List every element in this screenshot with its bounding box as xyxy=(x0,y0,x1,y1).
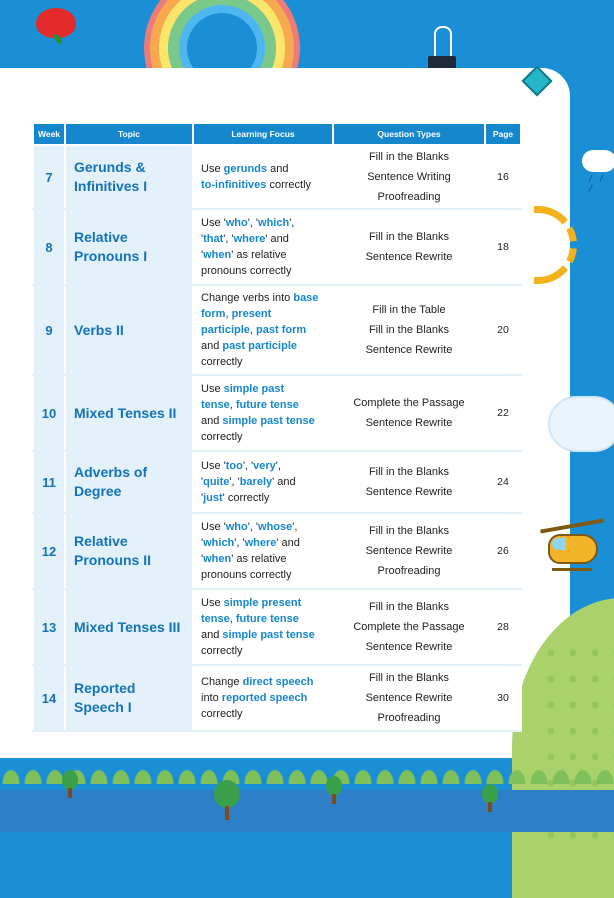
learning-focus-cell xyxy=(193,451,333,513)
header-topic: Topic xyxy=(65,123,193,145)
question-types-cell xyxy=(333,665,485,731)
week-number: 9 xyxy=(33,285,65,375)
table-row xyxy=(33,285,521,375)
table-row xyxy=(33,145,521,209)
topic-cell xyxy=(65,513,193,589)
focus-text: Change verbs into xyxy=(201,292,294,304)
table-header-row xyxy=(33,123,521,145)
binder-clip-icon xyxy=(428,26,456,74)
question-types-cell xyxy=(333,209,485,285)
topic-cell xyxy=(65,451,193,513)
focus-text: correctly xyxy=(201,356,243,368)
focus-text: ' xyxy=(201,492,204,504)
focus-keyword: too xyxy=(225,460,243,472)
question-type: Sentence Rewrite xyxy=(365,692,453,704)
focus-keyword: that xyxy=(203,233,224,245)
focus-keyword: who xyxy=(225,521,248,533)
table-row xyxy=(33,209,521,285)
rain-cloud-icon xyxy=(582,150,614,172)
contents-table xyxy=(32,122,522,732)
week-number: 8 xyxy=(33,209,65,285)
focus-text: ', xyxy=(292,521,298,533)
question-type: Sentence Rewrite xyxy=(365,486,453,498)
question-types-cell xyxy=(333,589,485,665)
focus-text: , xyxy=(225,308,232,320)
focus-text: Use xyxy=(201,597,224,609)
topic-cell xyxy=(65,209,193,285)
focus-text: ', ' xyxy=(229,476,240,488)
tree-trunk xyxy=(225,806,229,820)
focus-keyword: simple past tense xyxy=(222,415,315,427)
focus-text: and xyxy=(201,629,223,641)
focus-keyword: form xyxy=(201,308,226,320)
focus-text: ' and xyxy=(265,233,289,245)
question-types-cell xyxy=(333,145,485,209)
week-number: 13 xyxy=(33,589,65,665)
question-type: Sentence Writing xyxy=(367,171,451,183)
question-type: Fill in the Blanks xyxy=(368,601,450,613)
focus-text: , xyxy=(229,613,236,625)
page-number: 28 xyxy=(485,589,521,665)
header-week: Week xyxy=(33,123,65,145)
focus-text: into xyxy=(201,692,222,704)
focus-keyword: gerunds xyxy=(223,163,268,175)
focus-text: and xyxy=(201,340,223,352)
question-type: Sentence Rewrite xyxy=(365,641,453,653)
focus-keyword: participle xyxy=(201,324,250,336)
topic-line: Pronouns I xyxy=(74,248,148,264)
tree-trunk xyxy=(68,788,72,798)
focus-keyword: base xyxy=(293,292,319,304)
topic-line: Mixed Tenses III xyxy=(74,618,181,635)
question-type: Complete the Passage xyxy=(353,621,465,633)
tree-icon xyxy=(482,784,498,804)
tiger-tail-icon xyxy=(534,206,577,284)
page-number: 30 xyxy=(485,665,521,731)
focus-text: Use xyxy=(201,383,224,395)
topic-cell xyxy=(65,375,193,451)
focus-keyword: tense xyxy=(201,399,230,411)
learning-focus-cell xyxy=(193,375,333,451)
topic-line: Mixed Tenses II xyxy=(74,404,177,421)
focus-text: Use xyxy=(201,163,224,175)
learning-focus-cell xyxy=(193,665,333,731)
page-number: 20 xyxy=(485,285,521,375)
focus-keyword: barely xyxy=(239,476,273,488)
focus-keyword: where xyxy=(244,537,277,549)
question-type: Fill in the Blanks xyxy=(368,151,450,163)
week-number: 7 xyxy=(33,145,65,209)
focus-text: correctly xyxy=(201,645,243,657)
question-type: Fill in the Blanks xyxy=(368,231,450,243)
focus-text: ' as relative xyxy=(231,553,287,565)
focus-keyword: when xyxy=(203,553,232,565)
question-type: Fill in the Blanks xyxy=(368,672,450,684)
focus-text: correctly xyxy=(201,431,243,443)
question-type: Fill in the Blanks xyxy=(368,525,450,537)
question-type: Sentence Rewrite xyxy=(365,344,453,356)
week-number: 14 xyxy=(33,665,65,731)
rain-icon: / / / xyxy=(588,174,605,194)
table-row xyxy=(33,589,521,665)
focus-text: ', ' xyxy=(242,460,254,472)
question-type: Complete the Passage xyxy=(353,397,465,409)
focus-keyword: where xyxy=(233,233,266,245)
header-learning-focus: Learning Focus xyxy=(193,123,333,145)
question-type: Fill in the Blanks xyxy=(368,324,450,336)
question-types-cell xyxy=(333,513,485,589)
focus-text: ' xyxy=(201,233,204,245)
focus-text: Change xyxy=(201,676,243,688)
focus-text: and xyxy=(267,163,289,175)
header-page: Page xyxy=(485,123,521,145)
focus-text: ' and xyxy=(276,537,300,549)
focus-text: Use ' xyxy=(201,521,226,533)
focus-text: Use ' xyxy=(201,217,226,229)
table-row xyxy=(33,665,521,731)
question-type: Fill in the Table xyxy=(372,304,446,316)
focus-keyword: tense xyxy=(201,613,230,625)
focus-text: ' xyxy=(201,249,204,261)
focus-text: ', xyxy=(275,460,281,472)
tree-icon xyxy=(326,776,342,796)
week-number: 11 xyxy=(33,451,65,513)
topic-line: Degree xyxy=(74,483,122,499)
question-type: Sentence Rewrite xyxy=(365,417,453,429)
topic-line: Relative xyxy=(74,229,128,245)
focus-text: and xyxy=(201,415,223,427)
focus-keyword: future tense xyxy=(235,399,299,411)
focus-text: correctly xyxy=(201,708,243,720)
focus-text: pronouns correctly xyxy=(201,265,292,277)
focus-text: pronouns correctly xyxy=(201,569,292,581)
table-row xyxy=(33,375,521,451)
focus-text: ', ' xyxy=(247,521,259,533)
learning-focus-cell xyxy=(193,513,333,589)
focus-keyword: reported speech xyxy=(221,692,308,704)
water-strip xyxy=(0,790,614,832)
focus-keyword: just xyxy=(203,492,223,504)
question-types-cell xyxy=(333,375,485,451)
focus-keyword: whose xyxy=(258,521,293,533)
focus-text: ' xyxy=(201,537,204,549)
topic-line: Reported xyxy=(74,680,136,696)
focus-text: ' as relative xyxy=(231,249,287,261)
focus-text: ', xyxy=(289,217,295,229)
focus-keyword: very xyxy=(253,460,276,472)
tree-trunk xyxy=(488,802,492,812)
question-type: Proofreading xyxy=(377,712,441,724)
topic-line: Adverbs of xyxy=(74,464,148,480)
focus-text: , xyxy=(229,399,236,411)
topic-line: Infinitives I xyxy=(74,178,148,194)
topic-cell xyxy=(65,589,193,665)
focus-keyword: past participle xyxy=(222,340,297,352)
focus-keyword: who xyxy=(225,217,248,229)
focus-text: Use ' xyxy=(201,460,226,472)
learning-focus-cell xyxy=(193,145,333,209)
question-type: Sentence Rewrite xyxy=(365,251,453,263)
focus-text: ', ' xyxy=(223,233,234,245)
focus-keyword: future tense xyxy=(235,613,299,625)
cloud-icon xyxy=(548,396,614,452)
focus-text: ' xyxy=(201,476,204,488)
focus-keyword: quite xyxy=(203,476,230,488)
page-number: 18 xyxy=(485,209,521,285)
question-type: Fill in the Blanks xyxy=(368,466,450,478)
grass-strip xyxy=(0,766,614,784)
question-type: Proofreading xyxy=(377,565,441,577)
week-number: 12 xyxy=(33,513,65,589)
week-number: 10 xyxy=(33,375,65,451)
table-row xyxy=(33,451,521,513)
focus-text: ' and xyxy=(272,476,296,488)
focus-text: , xyxy=(249,324,257,336)
question-types-cell xyxy=(333,451,485,513)
topic-line: Speech I xyxy=(74,699,132,715)
focus-text: ', ' xyxy=(247,217,259,229)
page-number: 26 xyxy=(485,513,521,589)
tree-icon xyxy=(62,770,78,790)
topic-line: Gerunds & xyxy=(74,159,146,175)
focus-text: correctly xyxy=(266,179,312,191)
focus-keyword: simple past xyxy=(223,383,285,395)
topic-cell xyxy=(65,665,193,731)
learning-focus-cell xyxy=(193,209,333,285)
focus-text: ' xyxy=(201,553,204,565)
focus-keyword: simple past tense xyxy=(222,629,315,641)
focus-keyword: present xyxy=(231,308,272,320)
learning-focus-cell xyxy=(193,285,333,375)
question-type: Sentence Rewrite xyxy=(365,545,453,557)
topic-cell xyxy=(65,145,193,209)
header-question-types: Question Types xyxy=(333,123,485,145)
focus-text: ', ' xyxy=(234,537,245,549)
topic-line: Verbs II xyxy=(74,321,124,338)
question-type: Proofreading xyxy=(377,191,441,203)
focus-keyword: to-infinitives xyxy=(201,179,267,191)
topic-cell xyxy=(65,285,193,375)
focus-keyword: which xyxy=(258,217,290,229)
focus-text: ' correctly xyxy=(222,492,270,504)
helicopter-icon xyxy=(540,516,614,576)
table-row xyxy=(33,513,521,589)
page-number: 16 xyxy=(485,145,521,209)
focus-keyword: simple present xyxy=(223,597,302,609)
topic-line: Relative xyxy=(74,533,128,549)
topic-line: Pronouns II xyxy=(74,552,151,568)
table-body xyxy=(33,145,521,731)
question-types-cell xyxy=(333,285,485,375)
focus-keyword: direct speech xyxy=(242,676,314,688)
page-number: 24 xyxy=(485,451,521,513)
page-number: 22 xyxy=(485,375,521,451)
focus-keyword: past form xyxy=(256,324,307,336)
focus-keyword: when xyxy=(203,249,232,261)
tree-icon xyxy=(214,780,240,808)
learning-focus-cell xyxy=(193,589,333,665)
focus-keyword: which xyxy=(203,537,235,549)
tree-trunk xyxy=(332,794,336,804)
